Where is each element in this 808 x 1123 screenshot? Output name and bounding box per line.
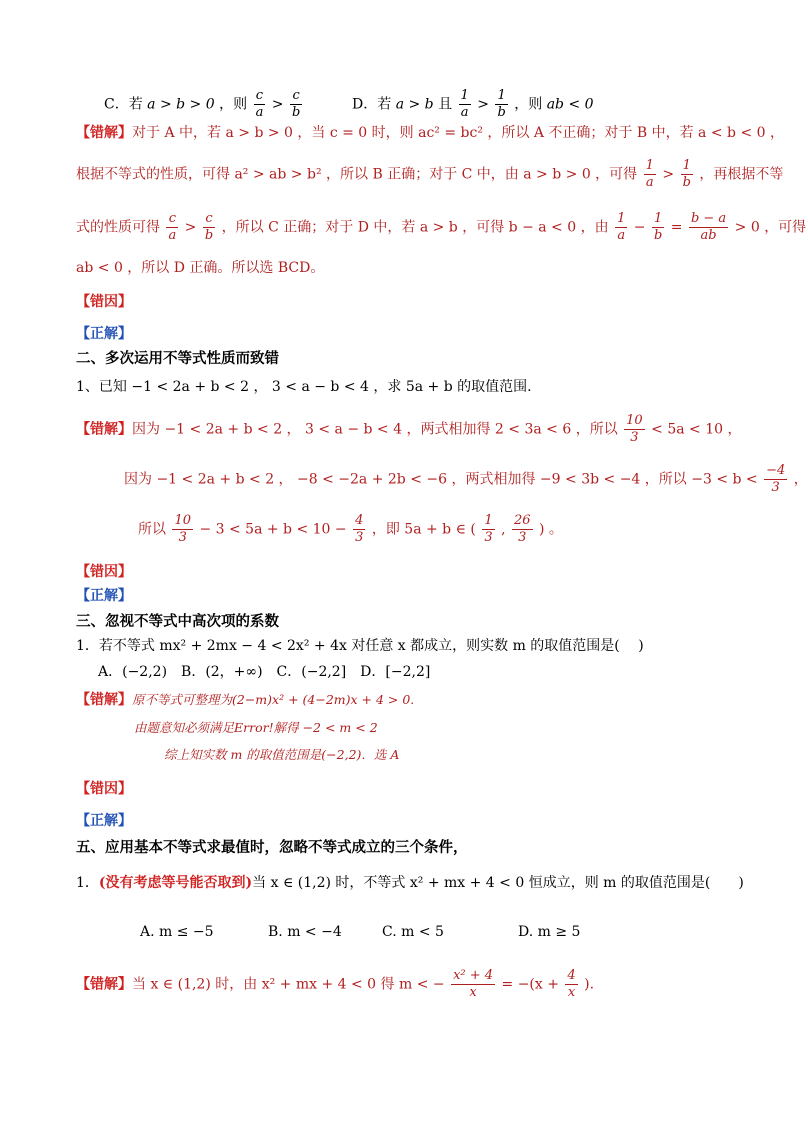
s2-text-3d: ) 。 (538, 521, 563, 538)
s1-text-3a: 式的性质可得 (76, 219, 160, 236)
denominator: 3 (484, 530, 493, 545)
fraction (764, 463, 787, 496)
numerator: c (290, 88, 302, 105)
wrong-solution-tag: 【错解】 (76, 976, 132, 993)
section-2-problem: 1、已知 −1 < 2a + b < 2 ， 3 < a − b < 4 ，求 5a + b 的取值范围. (76, 379, 532, 395)
operator: = (670, 219, 683, 236)
numerator: 10 (626, 413, 643, 428)
operator: > (184, 219, 197, 236)
s1-text-3c: ，可得 (764, 219, 807, 236)
s5-wrong-line-1 (76, 968, 594, 1001)
s1-text-2a: 根据不等式的性质，可得 a² > ab > b² ，所以 B 正确；对于 C 中，由 a > b > 0 ，可得 (76, 166, 638, 183)
numerator: 1 (495, 88, 507, 105)
s2-text-3a: 所以 (138, 521, 166, 538)
s3-cause-tag: 【错因】 (76, 781, 132, 797)
s3-wrong-line-1 (76, 690, 414, 710)
option-c-condition: a > b > 0 (147, 96, 215, 113)
denominator: b (682, 175, 691, 190)
s1-text-3b: ，所以 C 正确；对于 D 中，若 a > b ，可得 b − a < 0 ，由 (221, 219, 609, 236)
option-c-label: C．若 (104, 96, 143, 113)
numerator: 4 (355, 513, 364, 528)
s2-wrong-line-2 (124, 463, 808, 496)
problem-number: 1． (76, 875, 99, 891)
denominator: b (497, 105, 506, 120)
numerator: 1 (460, 88, 469, 103)
denominator: a (617, 228, 626, 243)
denominator: b (204, 228, 214, 243)
denominator: a (460, 105, 469, 120)
operator: > (477, 96, 490, 113)
fraction (652, 211, 664, 244)
numerator: c (254, 88, 266, 105)
fraction (689, 211, 728, 244)
numerator: 10 (174, 513, 191, 528)
option-d-result: ab < 0 (546, 96, 594, 113)
option-d-label: D．若 (352, 96, 392, 113)
section-5-problem (76, 873, 744, 893)
s1-text-4: ab < 0 ，所以 D 正确。所以选 BCD。 (76, 260, 325, 276)
s2-text-3b: − 3 < 5a + b < 10 − (199, 521, 347, 538)
s3-text-1: 原不等式可整理为(2−m)x² + (4−2m)x + 4 > 0. (132, 692, 415, 707)
numerator: 1 (652, 211, 664, 228)
denominator: 3 (518, 530, 527, 545)
s2-cause-tag: 【错因】 (76, 564, 132, 580)
option-c (104, 88, 304, 121)
wrong-solution-tag: 【错解】 (76, 692, 132, 708)
s2-text-1a: 因为 −1 < 2a + b < 2 ， 3 < a − b < 4 ，两式相加得 2 < 3a < 6 ，所以 (132, 421, 618, 438)
fraction (451, 968, 495, 1001)
denominator: 3 (355, 530, 364, 545)
denominator: a (255, 105, 264, 120)
numerator: −4 (766, 463, 786, 478)
fraction (254, 88, 266, 121)
operator: − (633, 219, 646, 236)
operator: > (662, 166, 675, 183)
numerator: 1 (681, 158, 693, 175)
s2-correct-tag: 【正解】 (76, 588, 132, 604)
fraction (290, 88, 302, 121)
denominator: x (567, 985, 576, 1000)
fraction (615, 211, 627, 244)
option-d-then: ，则 (514, 96, 543, 113)
denominator: a (168, 228, 177, 243)
denominator: 3 (178, 530, 187, 545)
fraction (681, 158, 693, 191)
section-3-problem: 1．若不等式 mx² + 2mx − 4 < 2x² + 4x 对任意 x 都成立，则实数 m 的取值范围是( ) (76, 638, 644, 654)
s2-wrong-line-1 (76, 413, 742, 446)
s1-wrong-line-4 (76, 258, 324, 278)
s5-option-b: B. m < −4 (268, 924, 342, 940)
denominator: 3 (771, 480, 780, 495)
s5-option-c: C. m < 5 (382, 924, 444, 940)
section-2-heading: 二、多次运用不等式性质而致错 (76, 351, 279, 367)
numerator: c (203, 211, 215, 228)
option-c-then: ，则 (219, 96, 248, 113)
s3-wrong-line-3: 综上知实数 m 的取值范围是(−2,2)．选 A (164, 747, 400, 762)
s3-correct-tag: 【正解】 (76, 813, 132, 829)
numerator: 4 (567, 968, 576, 983)
operator: > (271, 96, 284, 113)
s1-wrong-line-1 (76, 123, 784, 143)
s5-option-d: D. m ≥ 5 (518, 924, 581, 940)
s2-text-1b: < 5a < 10 ， (651, 421, 742, 438)
numerator: x² + 4 (453, 968, 494, 983)
fraction (644, 158, 656, 191)
option-d-and: 且 (438, 96, 453, 113)
fraction (172, 513, 193, 546)
s3-wrong-line-2: 由题意知必须满足Error!解得 −2 < m < 2 (134, 720, 378, 735)
numerator: 1 (617, 211, 626, 226)
s1-wrong-line-3 (76, 211, 806, 244)
s2-text-2b: ， (793, 471, 808, 488)
denominator: 3 (630, 430, 639, 445)
problem-note: (没有考虑等号能否取到) (98, 875, 253, 891)
comma: , (501, 521, 506, 538)
section-3-options: A．(−2,2) B．(2，+∞) C．(−2,2] D．[−2,2] (98, 664, 431, 680)
s2-wrong-line-3 (138, 513, 563, 546)
fraction (353, 513, 365, 546)
fraction (624, 413, 645, 446)
s1-wrong-line-2 (76, 158, 783, 191)
wrong-solution-tag: 【错解】 (76, 421, 132, 438)
fraction (166, 211, 178, 244)
option-d (352, 88, 594, 121)
fraction (203, 211, 215, 244)
denominator: ab (700, 228, 717, 243)
s1-text-2b: ，再根据不等 (699, 166, 784, 183)
denominator: b (291, 105, 301, 120)
s2-text-3c: ，即 5a + b ∈ ( (371, 521, 476, 538)
denominator: a (645, 175, 654, 190)
numerator: 26 (513, 513, 531, 528)
s1-text-1: 对于 A 中，若 a > b > 0 ，当 c = 0 时，则 ac² = bc² ，所以 A 不正确；对于 B 中，若 a < b < 0 ， (132, 125, 784, 141)
fraction (459, 88, 471, 121)
fraction (482, 513, 494, 546)
fraction (495, 88, 507, 121)
fraction (512, 513, 533, 546)
numerator: 1 (645, 158, 654, 173)
s5-text-1b: = −(x + (501, 976, 559, 993)
s5-option-a: A. m ≤ −5 (140, 924, 214, 940)
denominator: x (469, 985, 477, 1000)
numerator: b − a (690, 211, 727, 226)
s1-cause-tag: 【错因】 (76, 294, 132, 310)
operator: > 0 (734, 219, 760, 236)
s1-correct-tag: 【正解】 (76, 326, 132, 342)
s5-text-1c: ). (584, 976, 595, 993)
s5-text-1a: 当 x ∈ (1,2) 时，由 x² + mx + 4 < 0 得 m < − (132, 976, 445, 993)
section-3-heading: 三、忽视不等式中高次项的系数 (76, 614, 279, 630)
fraction (565, 968, 577, 1001)
problem-text: 当 x ∈ (1,2) 时，不等式 x² + mx + 4 < 0 恒成立，则 m 的取值范围是( ) (252, 875, 744, 891)
section-5-heading: 五、应用基本不等式求最值时，忽略不等式成立的三个条件， (76, 840, 468, 856)
numerator: c (166, 211, 178, 228)
wrong-solution-tag: 【错解】 (76, 125, 132, 141)
denominator: b (653, 228, 663, 243)
numerator: 1 (484, 513, 493, 528)
option-d-condition: a > b (395, 96, 434, 113)
s2-text-2a: 因为 −1 < 2a + b < 2 ， −8 < −2a + 2b < −6 ，两式相加得 −9 < 3b < −4 ，所以 −3 < b < (124, 471, 758, 488)
